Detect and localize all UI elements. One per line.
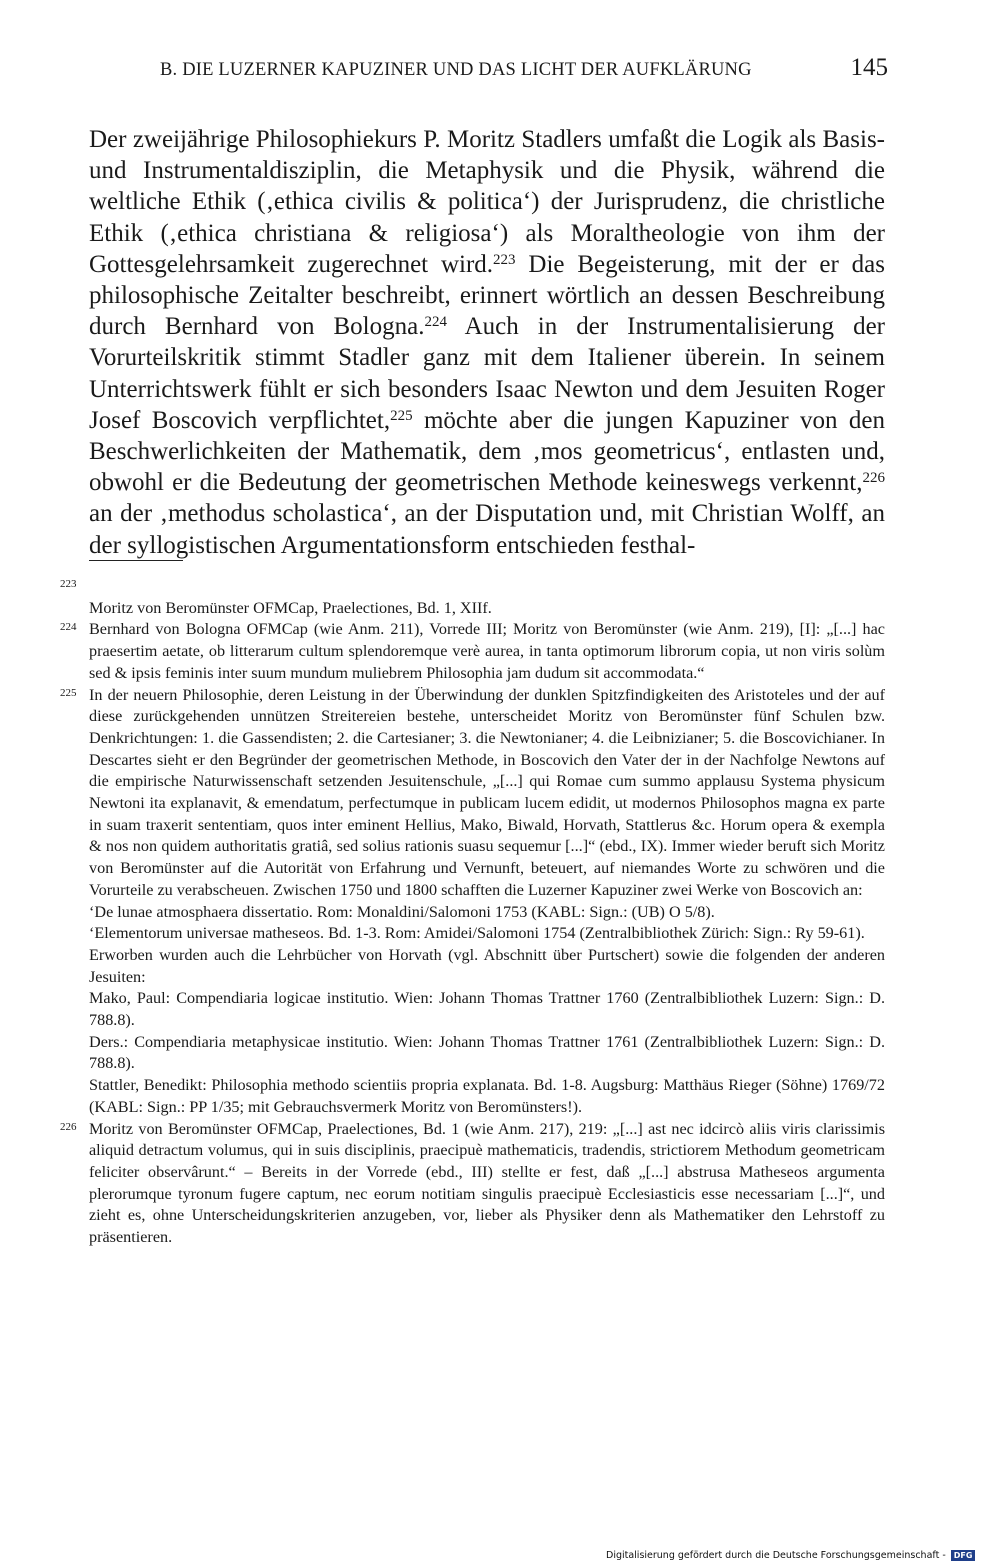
main-text-segment: Die Begeisterung, mit der er das philosophische Zeitalter beschreibt, erinnert wörtlich an dessen Beschreibung durch Bernhard von Bologna. xyxy=(89,250,885,341)
footnote-number: 226 xyxy=(60,1120,77,1133)
bibliography-entry: ‘Elementorum universae matheseos. Bd. 1-3. Rom: Amidei/Salomoni 1754 (Zentralbibliothek Zürich: Sign.: Ry 59-61). xyxy=(89,924,865,943)
credit-text: Digitalisierung gefördert durch die Deutsche Forschungsgemeinschaft - xyxy=(606,1550,946,1561)
footnote-separator xyxy=(89,560,183,561)
running-head-title: B. DIE LUZERNER KAPUZINER UND DAS LICHT DER AUFKLÄRUNG xyxy=(160,60,752,80)
footnote-225 xyxy=(60,685,885,1119)
footnote-text: Bernhard von Bologna OFMCap (wie Anm. 211), Vorrede III; Moritz von Beromünster (wie Anm. 219), [I]: „[...] hac praesertim aetate, ob litterarum cultum splendoremque verè aurea, in tanta optimorum librorum copia, ut non viris solùm sed & ipsis feminis inter suum mundum muliebrem Philosophia jam dudum sit accommodata.“ xyxy=(89,620,885,682)
footnote-ref-226[interactable]: 226 xyxy=(862,470,885,487)
bibliography-entry: ‘De lunae atmosphaera dissertatio. Rom: Monaldini/Salomoni 1753 (KABL: Sign.: (UB) O 5/8). xyxy=(89,902,715,921)
digitization-credit xyxy=(606,1550,1000,1567)
footnote-223 xyxy=(60,576,885,619)
footnote-ref-224[interactable]: 224 xyxy=(424,314,447,331)
running-header xyxy=(0,54,1000,94)
footnote-number: 223 xyxy=(60,578,77,590)
footnote-224 xyxy=(60,619,885,684)
footnote-226 xyxy=(60,1119,885,1249)
main-text xyxy=(89,124,885,561)
footnote-text: In der neuern Philosophie, deren Leistung in der Überwindung der dunklen Spitzfindigkeiten des Aristoteles und der auf diese zurückgehenden unnützen Streitereien bestehe, unterscheidet Moritz von Beromünster fünf Schulen bzw. Denkrichtungen: 1. die Gassendisten; 2. die Cartesianer; 3. die Newtonianer; 4. die Leibnizianer; 5. die Boscovichianer. In Descartes sieht er den Begründer der geometrischen Methode, in Boscovich den Vater der in der Nachfolge Newtons auf die empirische Naturwissenschaft setzenden Jesuitenschule, „[...] qui Romae cum summo applausu Systema physicum Newtoni ita explanavit, & emendatum, perfectumque in publicam lucem edidit, ut modernos Philosophos magna ex parte in suam traxerit sententiam, quos inter eminent Hellius, Mako, Biwald, Horvath, Stattlerus &c. Horum opera & exempla & nos non quidem authoritatis gratiâ, sed solius rationis suasu sequemur [...]“ (ebd., IX). Immer wieder beruft sich Moritz von Beromünster auf die Autorität von Erfahrung und Vernunft, beteuert, auf niemandes Worte zu schwören und die Vorurteile zu verabscheuen. Zwischen 1750 und 1800 schafften die Luzerner Kapuziner zwei Werke von Boscovich an: xyxy=(89,685,885,899)
footnote-ref-223[interactable]: 223 xyxy=(493,251,516,268)
footnote-text: Moritz von Beromünster OFMCap, Praelectiones, Bd. 1 (wie Anm. 217), 219: „[...] ast nec idcircò aliis viris clarissimis aliquid detractum volumus, qui in suis disciplinis, praecipuè mathematicis, tradendis, strictiorem Methodum geometricam feliciter observârunt.“ – Bereits in der Vorrede (ebd., III) stellte er fest, daß „[...] abstrusa Matheseos argumenta plerorumque tyronum fugere captum, nec eorum notitiam singulis praecipuè Ecclesiasticis esse necessariam [...]“, und zieht es, ohne Unterscheidungskriterien anzugeben, vor, lieber als Physiker denn als Mathematiker den Lehrstoff zu präsentieren. xyxy=(89,1119,885,1247)
footnote-number: 224 xyxy=(60,621,77,634)
main-text-segment: möchte aber die jungen Kapuziner von den Beschwerlichkeiten der Mathematik, dem ‚mos geometricus‘, entlasten und, obwohl er die Bedeutung der geometrischen Methode keineswegs verkennt, xyxy=(89,406,885,497)
footnote-text: Moritz von Beromünster OFMCap, Praelectiones, Bd. 1, XIIf. xyxy=(89,598,492,617)
bibliography-entry: Ders.: Compendiaria metaphysicae institutio. Wien: Johann Thomas Trattner 1761 (Zentralbibliothek Luzern: Sign.: D. 788.8). xyxy=(89,1032,885,1073)
footnote-ref-225[interactable]: 225 xyxy=(390,407,413,424)
main-text-segment: an der ‚methodus scholastica‘, an der Disputation und, mit Christian Wolff, an der syllogistischen Argumentationsform entschieden festhal- xyxy=(89,500,885,559)
page-number: 145 xyxy=(850,54,888,81)
main-text-segment: Auch in der Instrumentalisierung der Vorurteilskritik stimmt Stadler ganz mit dem Italiener überein. In seinem Unterrichtswerk fühlt er sich besonders Isaac Newton und dem Jesuiten Roger Josef Boscovich verpflichtet, xyxy=(89,313,885,434)
footnote-number: 225 xyxy=(60,686,77,699)
bibliography-entry: Stattler, Benedikt: Philosophia methodo scientiis propria explanata. Bd. 1-8. Augsburg: Matthäus Rieger (Söhne) 1769/72 (KABL: Sign.: PP 1/35; mit Gebrauchsvermerk Moritz von Beromünsters!). xyxy=(89,1076,885,1116)
main-text-segment: Der zweijährige Philosophiekurs P. Moritz Stadlers umfaßt die Logik als Basis- und Instrumentaldisziplin, die Metaphysik und die Physik, während die weltliche Ethik (‚ethica civilis & politica‘) der Jurisprudenz, die christliche Ethik (‚ethica christiana & religiosa‘) als Moraltheologie von ihm der Gottesgelehrsamkeit zugerechnet wird. xyxy=(89,126,885,278)
footnotes xyxy=(60,576,885,1249)
bibliography-entry: Mako, Paul: Compendiaria logicae institutio. Wien: Johann Thomas Trattner 1760 (Zentralbibliothek Luzern: Sign.: D. 788.8). xyxy=(89,989,885,1030)
dfg-logo: DFG xyxy=(951,1550,976,1561)
footnote-text: Erworben wurden auch die Lehrbücher von Horvath (vgl. Abschnitt über Purtschert) sowie die folgenden der anderen Jesuiten: xyxy=(89,945,885,986)
